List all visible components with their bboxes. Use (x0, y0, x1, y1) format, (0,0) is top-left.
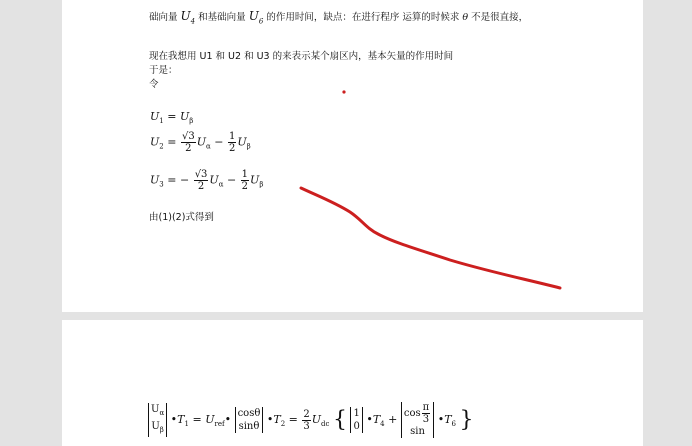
symbol-theta: θ (462, 12, 469, 23)
vector-1-0: 1 0 (350, 407, 362, 433)
symbol-u6: $U_6$ (248, 9, 264, 26)
text-fragment: 的作用时间，缺点：在进行程序 运算的时候求 (266, 12, 460, 23)
symbol-u4: $U_4$ (180, 9, 196, 26)
ink-stroke (301, 188, 560, 288)
equation-vector: $U_\alpha$ $U_\beta$ $•T_1$ = $U_{ref}•$ cosθ sinθ $•T_2$ = $\frac{2}{3}$ $U_{dc}$ { 1 0 $•T_4 + \cos$ $\frac{\pi}{3}$ $\sin •T_6$ } (148, 402, 474, 438)
text-line-5: 由(1)(2)式得到 (149, 212, 214, 223)
text-line-4: 令 (149, 79, 159, 90)
equation-u3: $U_3$ = − $\frac{√3}{2}$ $U_\alpha$ − $\frac{1}{2}$ $U_\beta$ (150, 169, 264, 192)
text-fragment: 和基础向量 (198, 12, 246, 23)
vector-cos-sin-pi: cos $\frac{\pi}{3}$ sin (401, 402, 434, 438)
equation-u1: $U_1 = U_\beta$ (150, 110, 194, 126)
equation-u2: $U_2$ = $\frac{√3}{2}$ $U_\alpha$ − $\frac{1}{2}$ $U_\beta$ (150, 131, 251, 154)
vector-cos-sin: cosθ sinθ (235, 407, 264, 433)
text-line-2: 现在我想用 U1 和 U2 和 U3 的来表示某个扇区内，基本矢量的作用时间 (149, 51, 454, 62)
ink-dot (342, 90, 345, 93)
vector-u-alpha-beta: $U_\alpha$ $U_\beta$ (148, 403, 167, 437)
text-line-3: 于是： (149, 65, 178, 76)
text-fragment: 础向量 (149, 12, 178, 23)
text-fragment: 不是很直接， (471, 12, 529, 23)
